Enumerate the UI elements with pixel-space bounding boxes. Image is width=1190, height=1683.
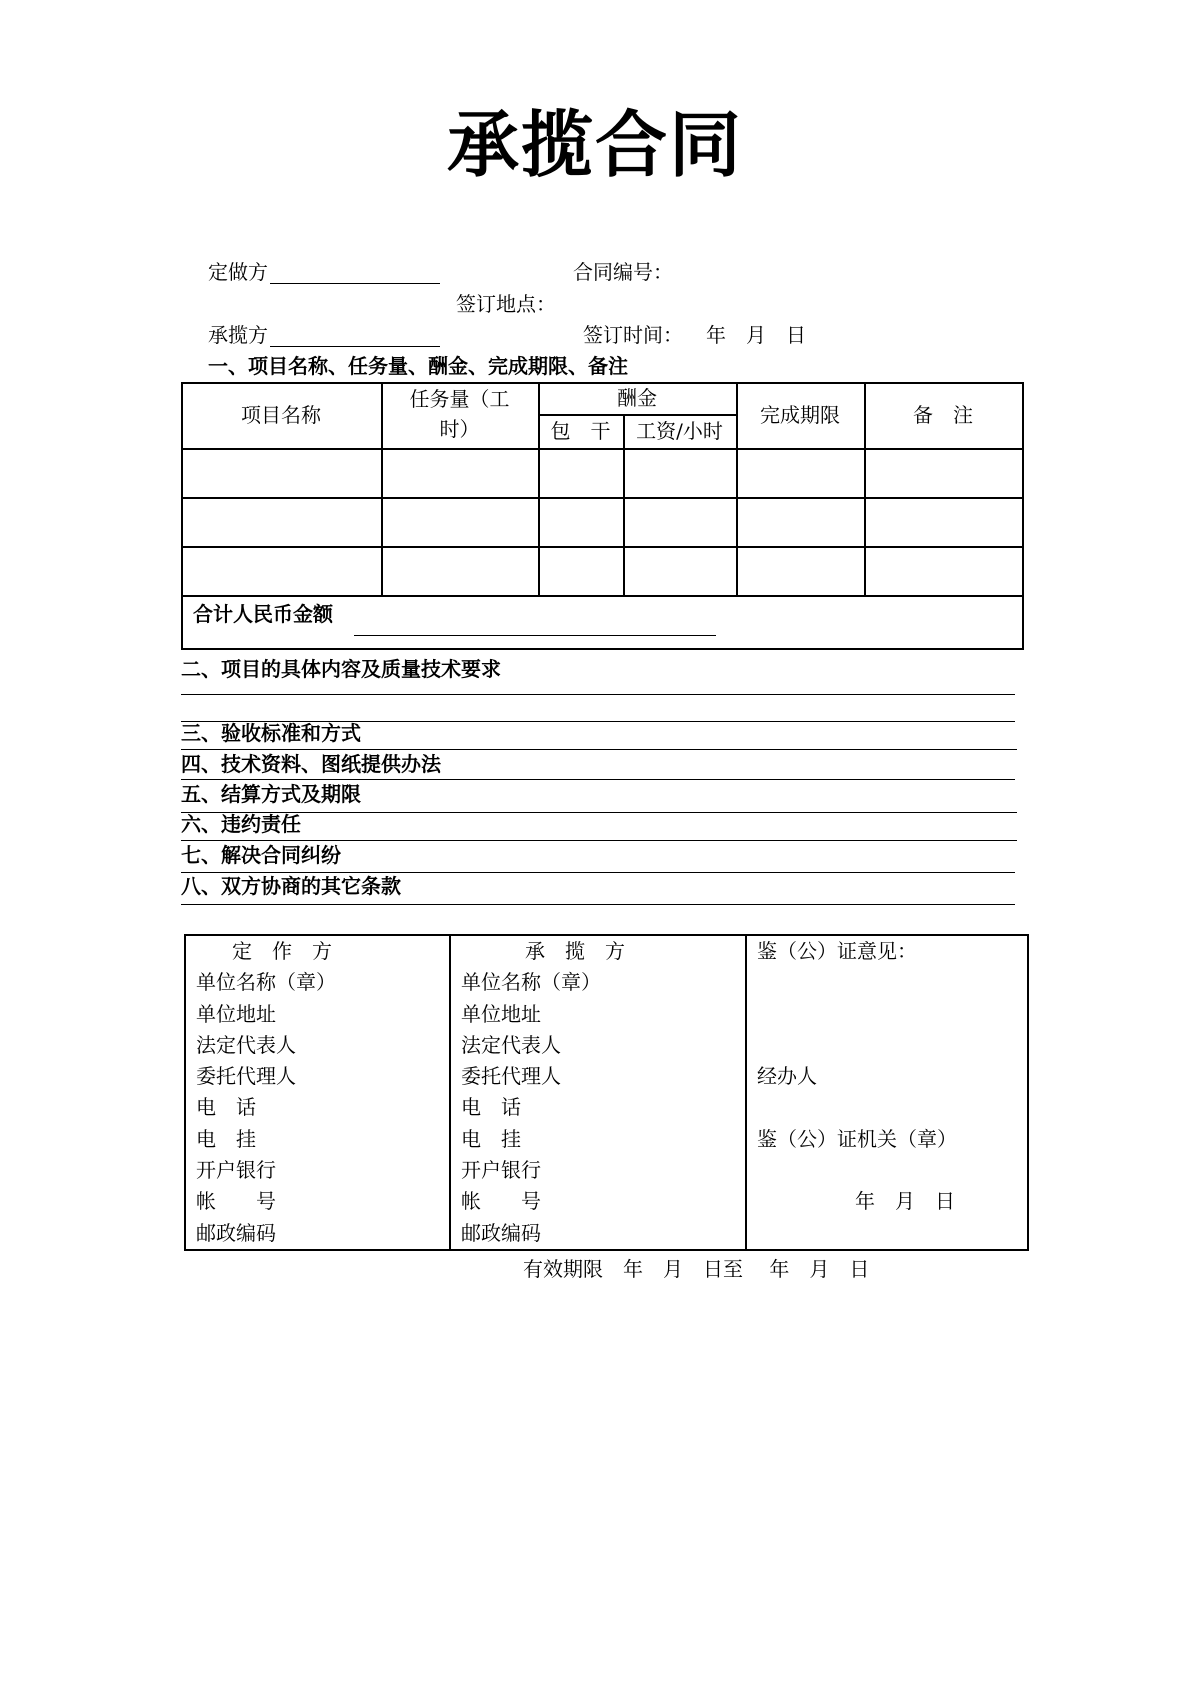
ordering-party-field-name: 单位名称（章） [196, 970, 336, 995]
project-table [181, 382, 1024, 650]
ordering-party-field-phone: 电 话 [196, 1095, 256, 1120]
contractor-column [461, 936, 625, 1249]
ordering-party-field-bank: 开户银行 [196, 1158, 276, 1183]
contract-no-label: 合同编号： [573, 260, 673, 284]
contractor-field-telegraph: 电 挂 [461, 1126, 521, 1151]
section5-heading: 五、结算方式及期限 [181, 782, 361, 806]
contractor-field-account: 帐 号 [461, 1189, 541, 1214]
sign-place-label: 签订地点： [456, 292, 556, 316]
notary-date: 年 月 日 [855, 1189, 955, 1214]
section1-heading: 一、项目名称、任务量、酬金、完成期限、备注 [208, 354, 628, 378]
section5-line [181, 812, 1017, 813]
col-header-workload-line2: 时） [439, 417, 480, 441]
ordering-party-field-address: 单位地址 [196, 1001, 276, 1026]
sign-time-label: 签订时间： [583, 323, 683, 347]
col-header-project-name: 项目名称 [241, 403, 321, 427]
contractor-field-phone: 电 话 [461, 1095, 521, 1120]
contractor-label: 承揽方 [208, 323, 268, 347]
ordering-party-field-account: 帐 号 [196, 1189, 276, 1214]
ordering-party-field-legal-rep: 法定代表人 [196, 1032, 296, 1057]
section2-heading: 二、项目的具体内容及质量技术要求 [181, 657, 501, 681]
section7-heading: 七、解决合同纠纷 [181, 843, 341, 867]
ordering-party-field-telegraph: 电 挂 [196, 1126, 256, 1151]
col-header-workload-line1: 任务量（工 [409, 387, 510, 411]
section4-line [181, 779, 1015, 780]
col-header-deadline: 完成期限 [760, 403, 840, 427]
ordering-party-field[interactable] [270, 283, 440, 284]
section7-line [181, 872, 1015, 873]
section6-heading: 六、违约责任 [181, 812, 301, 836]
section2-line [181, 694, 1015, 695]
notary-heading: 鉴（公）证意见： [757, 939, 917, 963]
total-amount-field[interactable] [354, 635, 716, 636]
col-header-remuneration: 酬金 [617, 386, 657, 410]
ordering-party-label: 定做方 [208, 260, 268, 284]
contractor-field-legal-rep: 法定代表人 [461, 1032, 561, 1057]
col-header-hourly: 工资/小时 [636, 419, 723, 443]
document-title: 承揽合同 [446, 102, 743, 187]
contractor-field-bank: 开户银行 [461, 1158, 541, 1183]
contractor-field-address: 单位地址 [461, 1001, 541, 1026]
notary-handler: 经办人 [757, 1064, 817, 1089]
contractor-field-name: 单位名称（章） [461, 970, 601, 995]
section3-heading: 三、验收标准和方式 [181, 721, 361, 745]
section8-line [181, 904, 1015, 905]
section4-heading: 四、技术资料、图纸提供办法 [181, 752, 441, 776]
total-amount-label: 合计人民币金额 [193, 602, 333, 626]
contractor-field[interactable] [270, 346, 440, 347]
sign-time-value: 年 月 日 [706, 323, 806, 347]
section6-line [181, 840, 1017, 841]
section8-heading: 八、双方协商的其它条款 [181, 874, 401, 898]
notary-column [757, 936, 957, 1218]
notary-authority: 鉴（公）证机关（章） [757, 1126, 957, 1151]
ordering-party-field-agent: 委托代理人 [196, 1064, 296, 1089]
ordering-party-field-postcode: 邮政编码 [196, 1220, 276, 1245]
contractor-field-postcode: 邮政编码 [461, 1220, 541, 1245]
section3-line [181, 749, 1017, 750]
ordering-party-column [196, 936, 336, 1249]
col-header-lump-sum: 包 干 [550, 419, 611, 443]
ordering-party-heading: 定 作 方 [232, 939, 332, 963]
validity-period: 有效期限 年 月 日至 年 月 日 [523, 1257, 870, 1281]
col-header-remarks: 备 注 [913, 403, 973, 427]
signature-table [184, 934, 1029, 1251]
contractor-field-agent: 委托代理人 [461, 1064, 561, 1089]
contractor-heading: 承 揽 方 [525, 939, 625, 963]
